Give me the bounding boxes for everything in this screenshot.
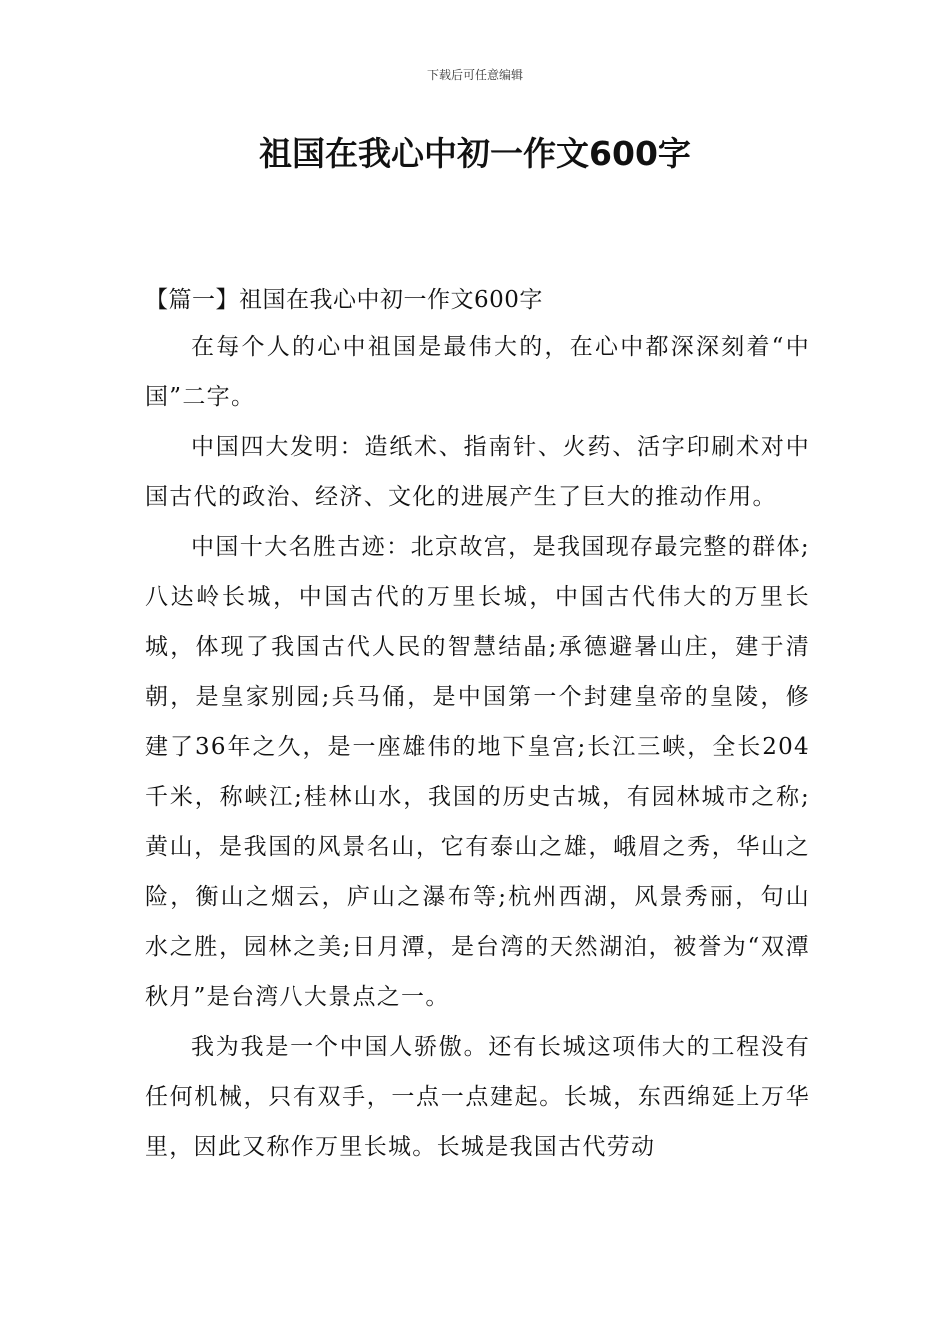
paragraph-3: 中国十大名胜古迹：北京故宫，是我国现存最完整的群体;八达岭长城，中国古代的万里长城，中国古代伟大的万里长城，体现了我国古代人民的智慧结晶;承德避暑山庄，建于清朝，是皇家别园;兵马俑，是中国第一个封建皇帝的皇陵，修建了36年之久，是一座雄伟的地下皇宫;长江三峡，全长204千米，称峡江;桂林山水，我国的历史古城，有园林城市之称;黄山，是我国的风景名山，它有泰山之雄，峨眉之秀，华山之险，衡山之烟云，庐山之瀑布等;杭州西湖，风景秀丽，句山水之胜，园林之美;日月潭，是台湾的天然湖泊，被誉为“双潭秋月”是台湾八大景点之一。 bbox=[145, 534, 810, 1010]
document-body bbox=[145, 278, 810, 1172]
header-note: 下载后可任意编辑 bbox=[426, 68, 523, 82]
paragraph-1: 在每个人的心中祖国是最伟大的，在心中都深深刻着“中国”二字。 bbox=[145, 334, 810, 410]
document-title: 祖国在我心中初一作文600字 bbox=[259, 134, 691, 173]
paragraph-4: 我为我是一个中国人骄傲。还有长城这项伟大的工程没有任何机械，只有双手，一点一点建起。长城，东西绵延上万华里，因此又称作万里长城。长城是我国古代劳动 bbox=[145, 1034, 810, 1160]
paragraph-2: 中国四大发明：造纸术、指南针、火药、活字印刷术对中国古代的政治、经济、文化的进展产生了巨大的推动作用。 bbox=[145, 434, 810, 510]
section-heading: 【篇一】祖国在我心中初一作文600字 bbox=[145, 287, 543, 313]
